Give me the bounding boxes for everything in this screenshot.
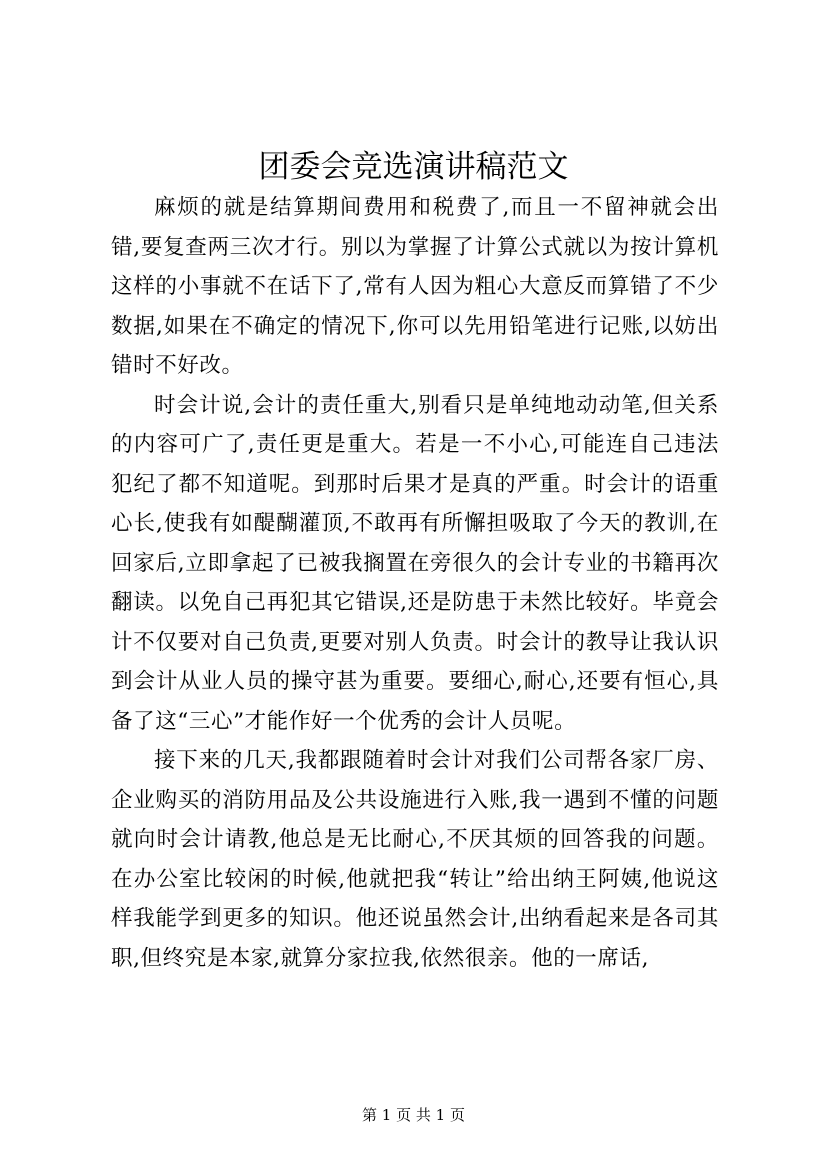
document-title: 团委会竞选演讲稿范文: [258, 149, 569, 185]
paragraph-1: 麻烦的就是结算期间费用和税费了,而且一不留神就会出错,要复查两三次才行。别以为掌握了计算公式就以为按计算机这样的小事就不在话下了,常有人因为粗心大意反而算错了不少数据,如果在不确定的情况下,你可以先用铅笔进行记账,以妨出错时不好改。: [111, 195, 719, 378]
paragraph-3: 接下来的几天,我都跟随着时会计对我们公司帮各家厂房、企业购买的消防用品及公共设施进行入账,我一遇到不懂的问题就向时会计请教,他总是无比耐心,不厌其烦的回答我的问题。在办公室比较闲的时候,他就把我“转让”给出纳王阿姨,他说这样我能学到更多的知识。他还说虽然会计,出纳看起来是各司其职,但终究是本家,就算分家拉我,依然很亲。他的一席话,: [111, 748, 719, 971]
paragraph-2: 时会计说,会计的责任重大,别看只是单纯地动动笔,但关系的内容可广了,责任更是重大。若是一不小心,可能连自己违法犯纪了都不知道呢。到那时后果才是真的严重。时会计的语重心长,使我有如醍醐灌顶,不敢再有所懈担吸取了今天的教训,在回家后,立即拿起了已被我搁置在旁很久的会计专业的书籍再次翻读。以免自己再犯其它错误,还是防患于未然比较好。毕竟会计不仅要对自己负责,更要对别人负责。时会计的教导让我认识到会计从业人员的操守甚为重要。要细心,耐心,还要有恒心,具备了这“三心”才能作好一个优秀的会计人员呢。: [111, 392, 719, 734]
document-body: [111, 188, 719, 978]
page-footer: 第 1 页 共 1 页: [362, 1106, 465, 1124]
